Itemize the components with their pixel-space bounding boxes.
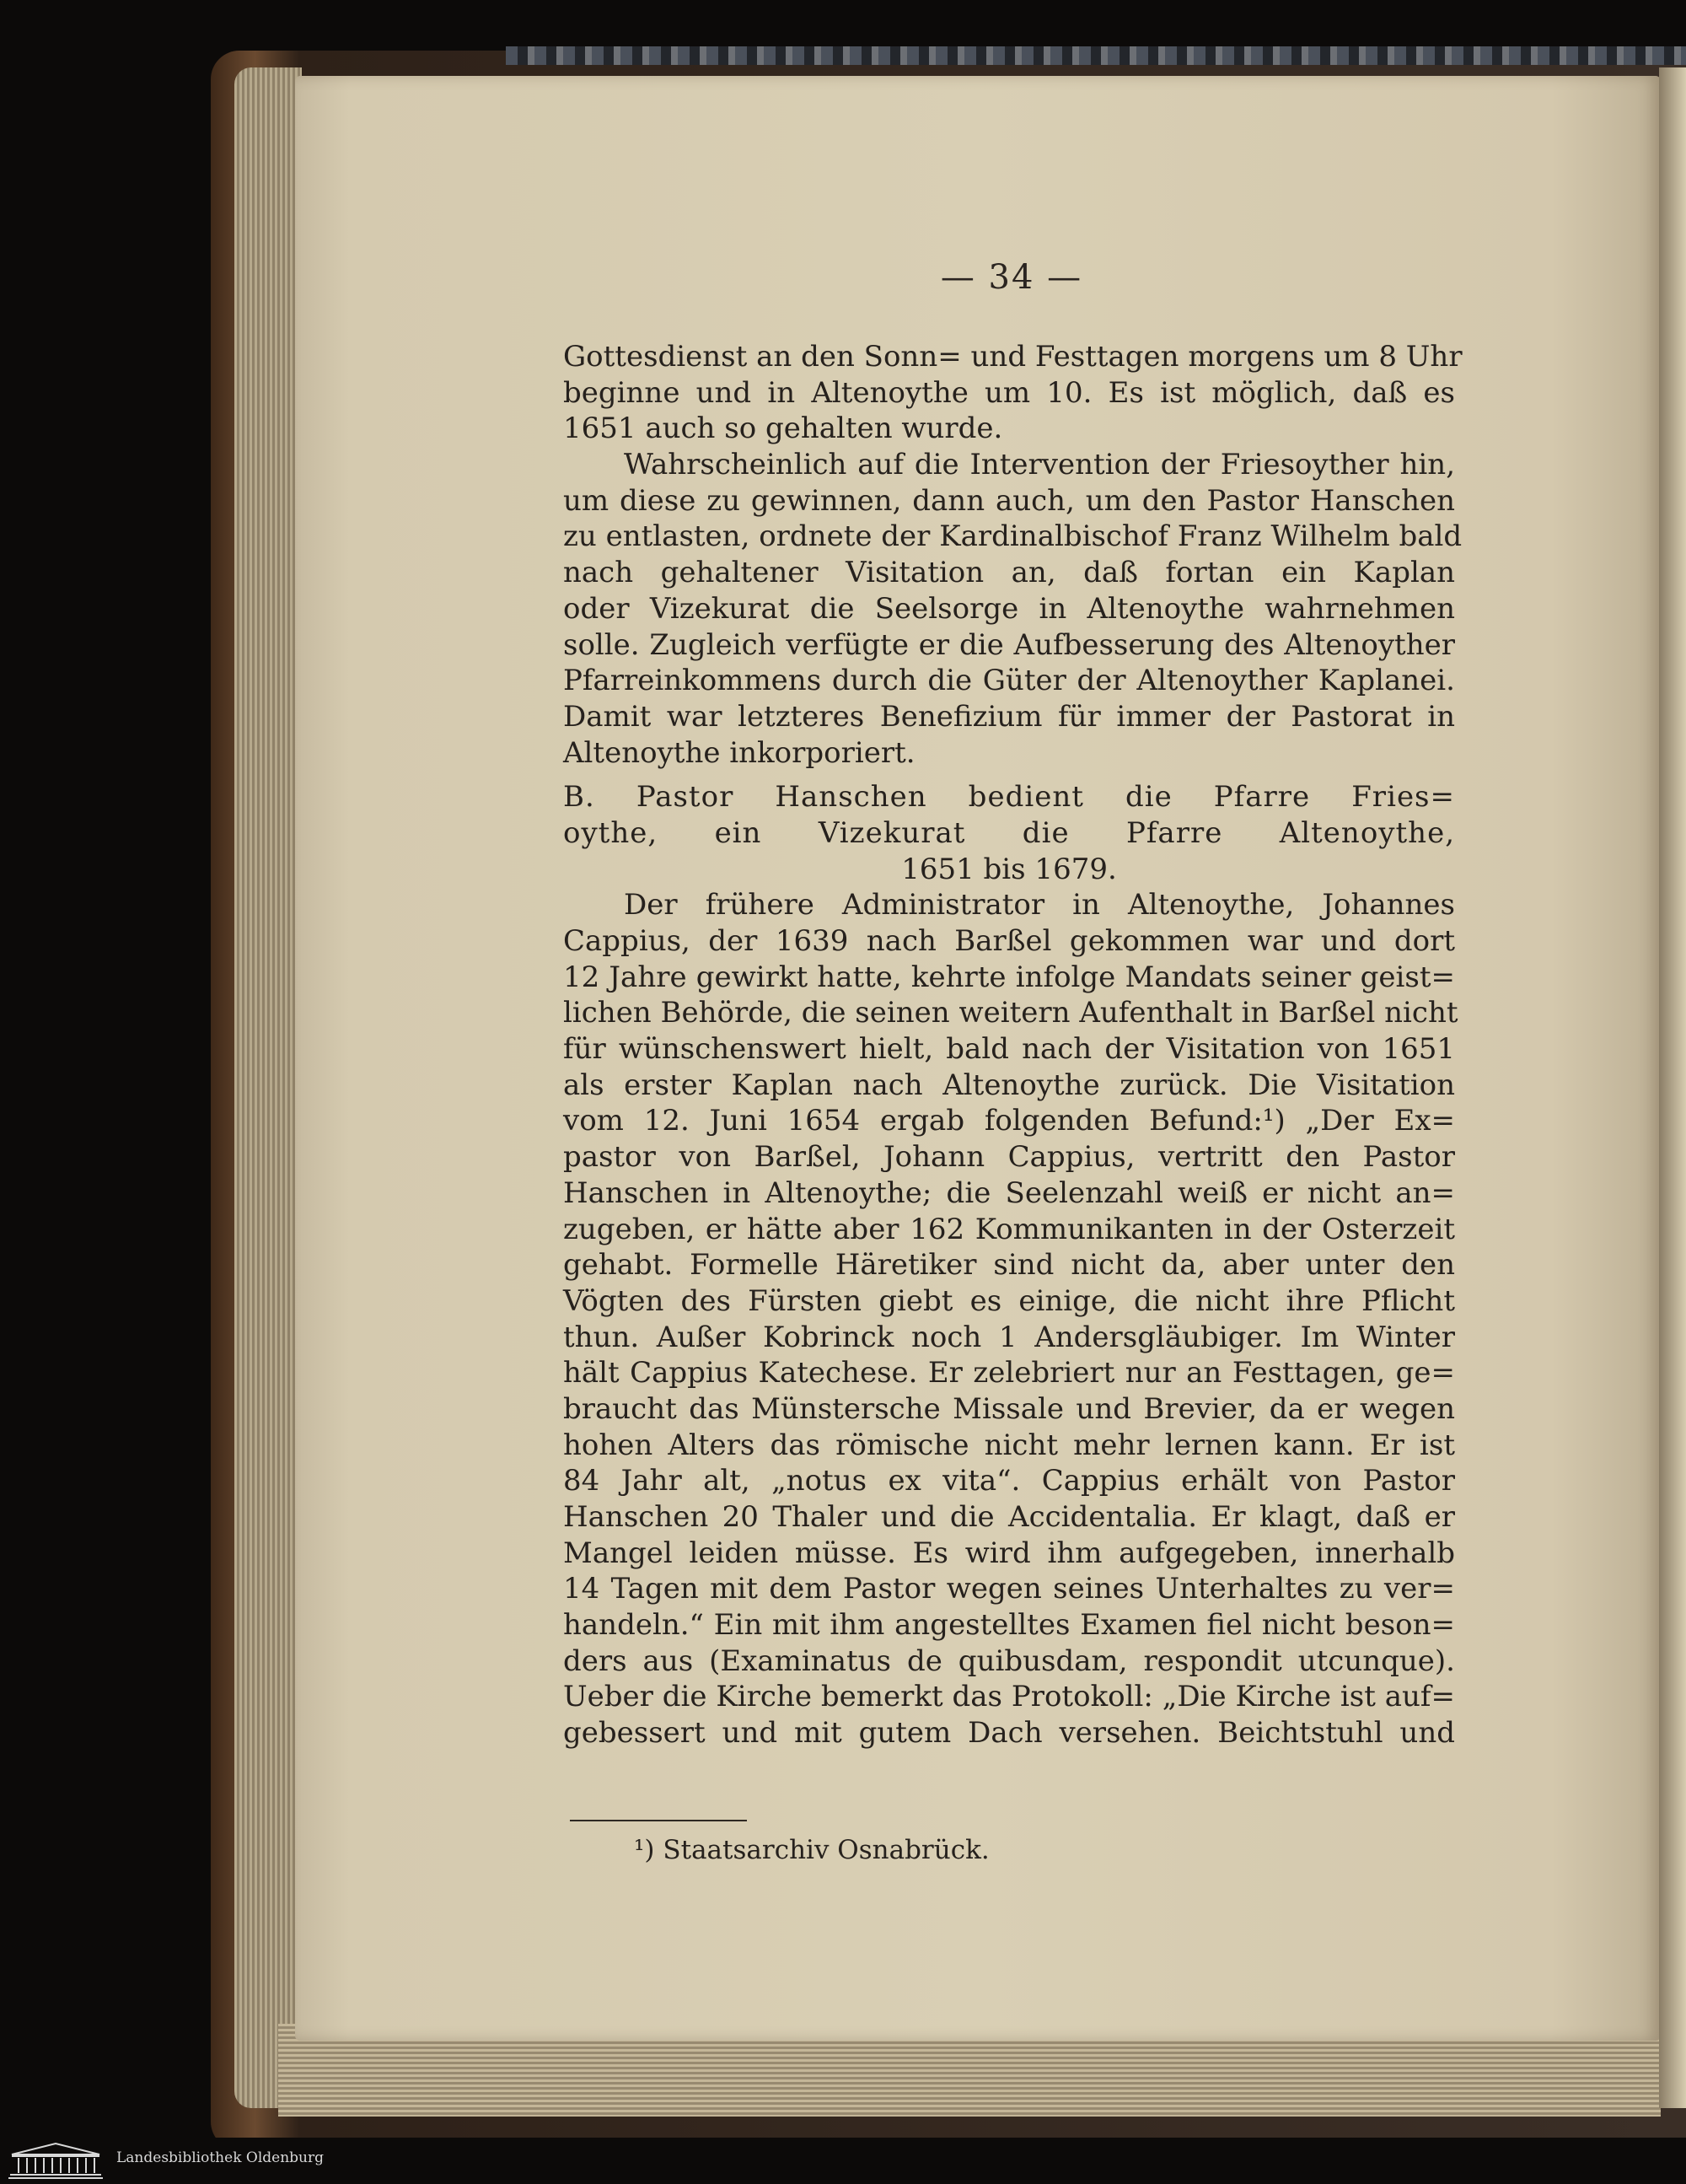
text-line: lichen Behörde, die seinen weitern Aufenthalt in Barßel nicht <box>563 996 1458 1030</box>
text-line: Altenoythe inkorporiert. <box>563 735 915 770</box>
text-line: 12 Jahre gewirkt hatte, kehrte infolge Mandats seiner geist= <box>563 960 1455 994</box>
text-line: zugeben, er hätte aber 162 Kommunikanten in der Osterzeit <box>563 1212 1455 1246</box>
cover-top-edge <box>506 46 1686 65</box>
footnote-rule <box>570 1820 747 1821</box>
text-line: Hanschen in Altenoythe; die Seelenzahl weiß er nicht an= <box>563 1175 1455 1210</box>
text-line: thun. Außer Kobrinck noch 1 Andersgläubiger. Im Winter <box>563 1320 1455 1354</box>
text-line: 1651 auch so gehalten wurde. <box>563 412 1003 446</box>
text-line: Damit war letzteres Benefizium für immer der Pastorat in <box>563 699 1455 734</box>
text-line: 84 Jahr alt, „notus ex vita“. Cappius erhält von Pastor <box>563 1464 1455 1498</box>
body-text <box>563 339 1463 1751</box>
text-line: gebessert und mit gutem Dach versehen. Beichtstuhl und <box>563 1716 1455 1751</box>
text-line: für wünschenswert hielt, bald nach der Visitation von 1651 <box>563 1032 1455 1067</box>
text-line: solle. Zugleich verfügte er die Aufbesserung des Altenoyther <box>563 627 1455 662</box>
text-line: Ueber die Kirche bemerkt das Protokoll: „Die Kirche ist auf= <box>563 1680 1455 1714</box>
library-building-logo-icon <box>5 2141 106 2180</box>
text-line: handeln.“ Ein mit ihm angestelltes Examen fiel nicht beson= <box>563 1608 1455 1643</box>
library-name: Landesbibliothek Oldenburg <box>116 2149 325 2166</box>
facing-page-edge <box>1659 67 1686 2108</box>
text-line: gehabt. Formelle Häretiker sind nicht da, aber unter den <box>563 1248 1455 1283</box>
text-line: 14 Tagen mit dem Pastor wegen seines Unterhaltes zu ver= <box>563 1572 1455 1606</box>
text-line: Vögten des Fürsten giebt es einige, die nicht ihre Pflicht <box>563 1283 1455 1318</box>
footnote: ¹) Staatsarchiv Osnabrück. <box>634 1835 990 1865</box>
section-heading-line: B. Pastor Hanschen bedient die Pfarre Fries= <box>563 780 1455 815</box>
page-number: — 34 — <box>940 258 1083 297</box>
text-line: Cappius, der 1639 nach Barßel gekommen war und dort <box>563 924 1455 958</box>
text-line: hohen Alters das römische nicht mehr lernen kann. Er ist <box>563 1428 1455 1462</box>
text-line: ders aus (Examinatus de quibusdam, respondit utcunque). <box>563 1643 1455 1678</box>
text-line: beginne und in Altenoythe um 10. Es ist möglich, daß es <box>563 375 1455 410</box>
text-line: oder Vizekurat die Seelsorge in Altenoythe wahrnehmen <box>563 591 1455 626</box>
text-line: Wahrscheinlich auf die Intervention der Friesoyther hin, <box>624 448 1455 482</box>
text-line: um diese zu gewinnen, dann auch, um den Pastor Hanschen <box>563 483 1455 518</box>
section-heading-line: oythe, ein Vizekurat die Pfarre Altenoythe, <box>563 815 1455 850</box>
text-line: pastor von Barßel, Johann Cappius, vertritt den Pastor <box>563 1140 1455 1175</box>
text-line: nach gehaltener Visitation an, daß fortan ein Kaplan <box>563 556 1455 590</box>
text-line: Pfarreinkommens durch die Güter der Altenoyther Kaplanei. <box>563 664 1455 698</box>
section-heading-line: 1651 bis 1679. <box>901 852 1117 886</box>
text-line: Mangel leiden müsse. Es wird ihm aufgegeben, innerhalb <box>563 1536 1455 1570</box>
text-line: Hanschen 20 Thaler und die Accidentalia. Er klagt, daß er <box>563 1500 1455 1534</box>
text-line: Gottesdienst an den Sonn= und Festtagen morgens um 8 Uhr <box>563 340 1463 374</box>
text-line: als erster Kaplan nach Altenoythe zurück. Die Visitation <box>563 1068 1455 1102</box>
text-line: Der frühere Administrator in Altenoythe, Johannes <box>624 888 1455 923</box>
text-line: braucht das Münstersche Missale und Brevier, da er wegen <box>563 1391 1455 1426</box>
text-line: vom 12. Juni 1654 ergab folgenden Befund:¹) „Der Ex= <box>563 1104 1455 1138</box>
text-line: zu entlasten, ordnete der Kardinalbischof Franz Wilhelm bald <box>563 519 1463 554</box>
page-edges-left <box>234 67 302 2108</box>
text-line: hält Cappius Katechese. Er zelebriert nur an Festtagen, ge= <box>563 1356 1455 1391</box>
